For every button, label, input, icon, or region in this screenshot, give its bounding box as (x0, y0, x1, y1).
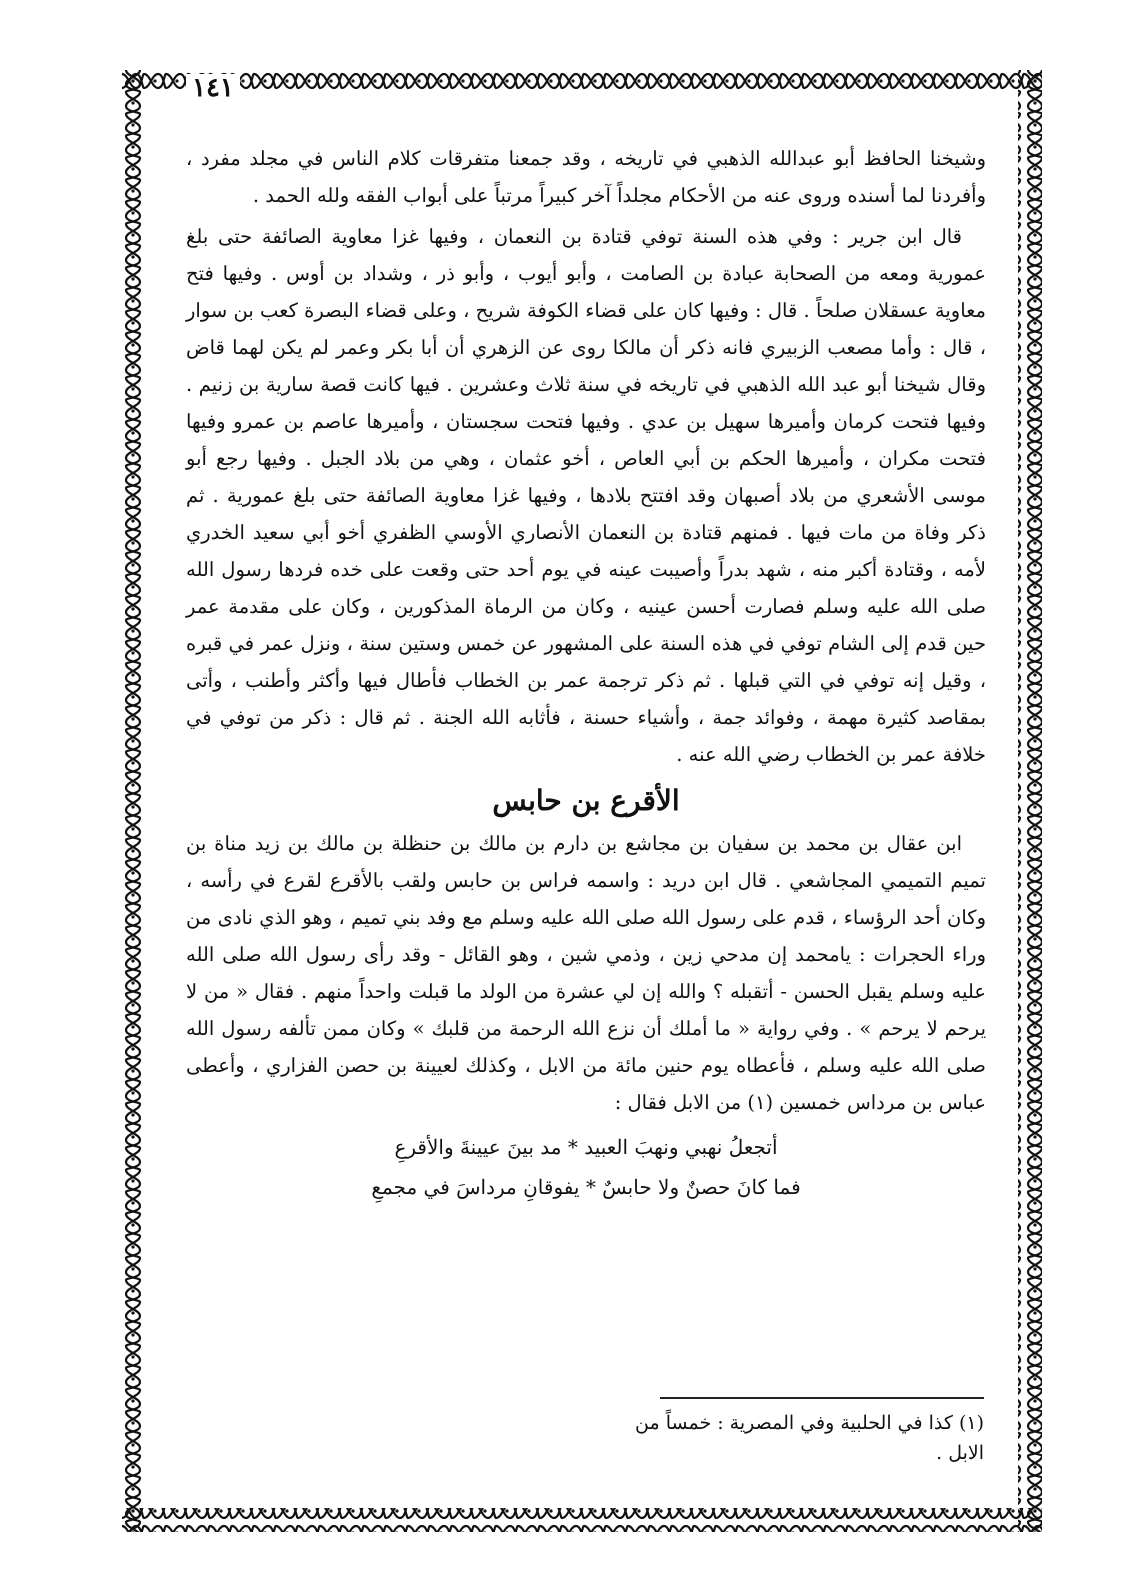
footnote: (١) كذا في الحلبية وفي المصرية : خمساً من الابل . (635, 1412, 984, 1464)
page-number: ١٤١ (186, 74, 240, 102)
poem-line: فما كانَ حصنٌ ولا حابسٌ * يفوقانِ مرداسَ في مجمعِ (371, 1175, 801, 1199)
footnote-divider (660, 1397, 984, 1399)
page-body (186, 140, 986, 1207)
section-paragraph: ابن عقال بن محمد بن سفيان بن مجاشع بن دارم بن مالك بن حنظلة بن مالك بن زيد مناة بن تميم التميمي المجاشعي . قال ابن دريد : واسمه فراس بن حابس ولقب بالأقرع لقرع في رأسه ، وكان أحد الرؤساء ، قدم على رسول الله صلى الله عليه وسلم مع وفد بني تميم ، وهو الذي نادى من وراء الحجرات : يامحمد إن مدحي زين ، وذمي شين ، وهو القائل - وقد رأى رسول الله صلى الله عليه وسلم يقبل الحسن - أتقبله ؟ والله إن لي عشرة من الولد ما قبلت واحداً منهم . فقال « من لا يرحم لا يرحم » . وفي رواية « ما أملك أن نزع الله الرحمة من قلبك » وكان ممن تألفه رسول الله صلى الله عليه وسلم ، فأعطاه يوم حنين مائة من الابل ، وكذلك لعيينة بن حصن الفزاري ، وأعطى عباس بن مرداس خمسين (١) من الابل فقال : (186, 832, 986, 1114)
section-title: الأقرع بن حابس (492, 784, 680, 817)
poem-line: أتجعلُ نهبي ونهبَ العبيد * مد بينَ عيينةَ والأقرعِ (394, 1135, 778, 1159)
paragraph: وشيخنا الحافظ أبو عبدالله الذهبي في تاريخه ، وقد جمعنا متفرقات كلام الناس في مجلد مفرد ، وأفردنا لما أسنده وروى عنه من الأحكام مجلداً آخر كبيراً مرتباً على أبواب الفقه ولله الحمد . (186, 147, 986, 207)
poem (186, 1127, 986, 1207)
paragraph: قال ابن جرير : وفي هذه السنة توفي قتادة بن النعمان ، وفيها غزا معاوية الصائفة حتى بلغ عمورية ومعه من الصحابة عبادة بن الصامت ، وأبو أيوب ، وأبو ذر ، وشداد بن أوس . وفيها فتح معاوية عسقلان صلحاً . قال : وفيها كان على قضاء الكوفة شريح ، وعلى قضاء البصرة كعب بن سوار ، قال : وأما مصعب الزبيري فانه ذكر أن مالكا روى عن الزهري أن أبا بكر وعمر لم يكن لهما قاض وقال شيخنا أبو عبد الله الذهبي في تاريخه في سنة ثلاث وعشرين . فيها كانت قصة سارية بن زنيم . وفيها فتحت كرمان وأميرها سهيل بن عدي . وفيها فتحت سجستان ، وأميرها عاصم بن عمرو وفيها فتحت مكران ، وأميرها الحكم بن أبي العاص ، أخو عثمان ، وهي من بلاد الجبل . وفيها رجع أبو موسى الأشعري من بلاد أصبهان وقد افتتح بلادها ، وفيها غزا معاوية الصائفة حتى بلغ عمورية . ثم ذكر وفاة من مات فيها . فمنهم قتادة بن النعمان الأنصاري الأوسي الظفري أخو أبي سعيد الخدري لأمه ، وقتادة أكبر منه ، شهد بدراً وأصيبت عينه في يوم أحد حتى وقعت على خده فردها رسول الله صلى الله عليه وسلم فصارت أحسن عينيه ، وكان من الرماة المذكورين ، وكان على مقدمة عمر حين قدم إلى الشام توفي في هذه السنة على المشهور عن خمس وستين سنة ، ونزل عمر في قبره ، وقيل إنه توفي في التي قبلها . ثم ذكر ترجمة عمر بن الخطاب فأطال فيها وأكثر وأطنب ، وأتى بمقاصد كثيرة مهمة ، وفوائد جمة ، وأشياء حسنة ، فأثابه الله الجنة . ثم قال : ذكر من توفي في خلافة عمر بن الخطاب رضي الله عنه . (186, 225, 986, 766)
